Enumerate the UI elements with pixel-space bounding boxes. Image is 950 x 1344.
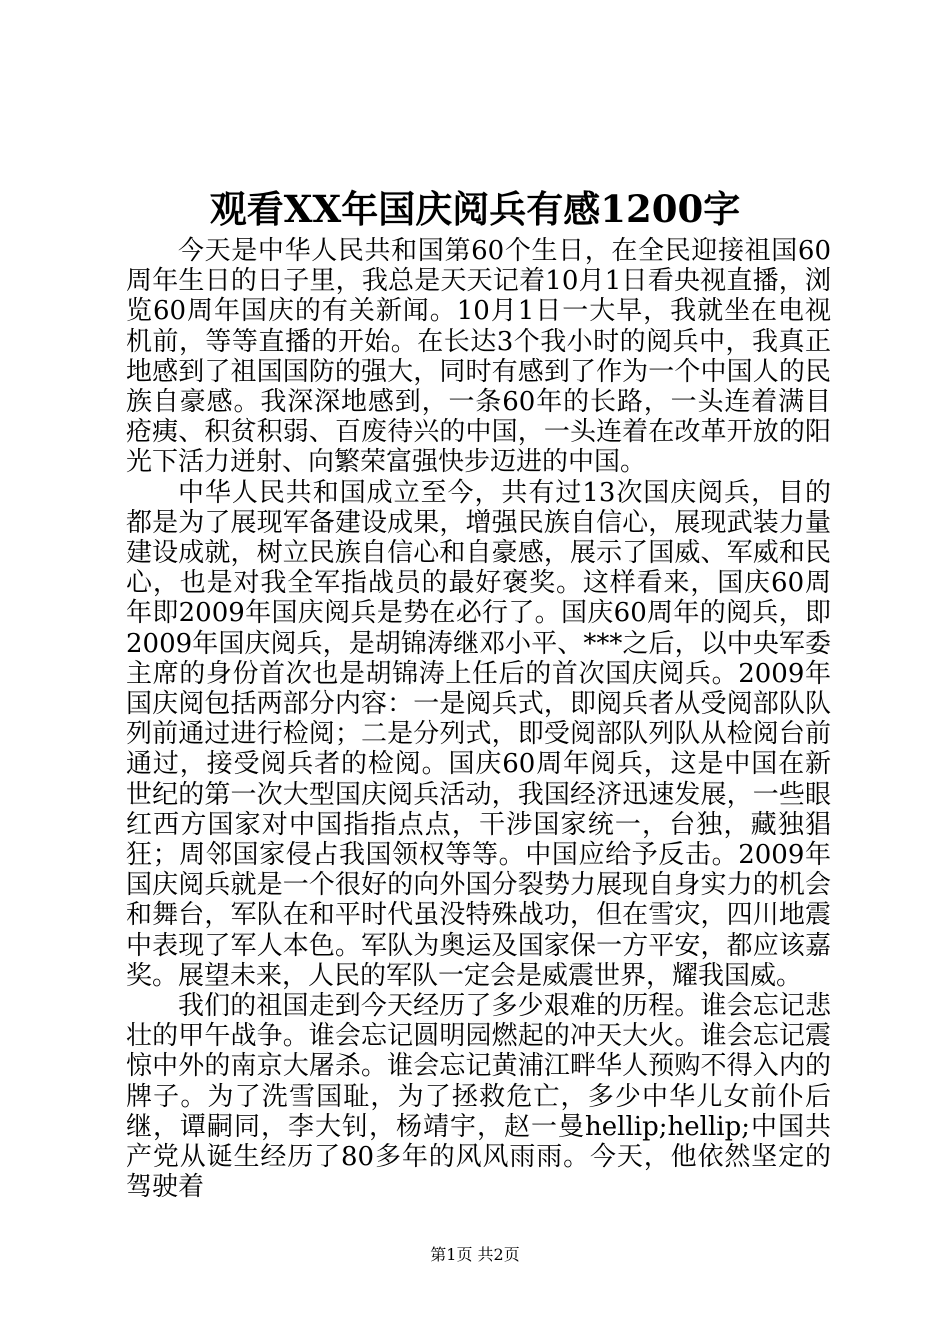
- paragraph-2: 中华人民共和国成立至今，共有过13次国庆阅兵，目的都是为了展现军备建设成果，增强民族自信心，展现武装力量建设成就，树立民族自信心和自豪感，展示了国威、军威和民心，也是对我全军指战员的最好褒奖。这样看来，国庆60周年即2009年国庆阅兵是势在必行了。国庆60周年的阅兵，即2009年国庆阅兵，是胡锦涛继邓小平、***之后，以中央军委主席的身份首次也是胡锦涛上任后的首次国庆阅兵。2009年国庆阅包括两部分内容：一是阅兵式，即阅兵者从受阅部队队列前通过进行检阅；二是分列式，即受阅部队列队从检阅台前通过，接受阅兵者的检阅。国庆60周年阅兵，这是中国在新世纪的第一次大型国庆阅兵活动，我国经济迅速发展，一些眼红西方国家对中国指指点点，干涉国家统一，台独，藏独猖狂；周邻国家侵占我国领权等等。中国应给予反击。2009年国庆阅兵就是一个很好的向外国分裂势力展现自身实力的机会和舞台，军队在和平时代虽没特殊战功，但在雪灾，四川地震中表现了军人本色。军队为奥运及国家保一方平安，都应该嘉奖。展望未来，人民的军队一定会是威震世界，耀我国威。: [126, 477, 831, 991]
- page-number-footer: 第1页 共2页: [430, 1245, 520, 1264]
- document-body: [126, 236, 831, 1203]
- page-title: 观看XX年国庆阅兵有感1200字: [209, 187, 741, 231]
- paragraph-3: 我们的祖国走到今天经历了多少艰难的历程。谁会忘记悲壮的甲午战争。谁会忘记圆明园燃起的冲天大火。谁会忘记震惊中外的南京大屠杀。谁会忘记黄浦江畔华人预购不得入内的牌子。为了洗雪国耻，为了拯救危亡，多少中华儿女前仆后继，谭嗣同，李大钊，杨靖宇，赵一曼hellip;hellip;中国共产党从诞生经历了80多年的风风雨雨。今天，他依然坚定的驾驶着: [126, 991, 831, 1203]
- paragraph-1: 今天是中华人民共和国第60个生日，在全民迎接祖国60周年生日的日子里，我总是天天记着10月1日看央视直播，浏览60周年国庆的有关新闻。10月1日一大早，我就坐在电视机前，等等直播的开始。在长达3个我小时的阅兵中，我真正地感到了祖国国防的强大，同时有感到了作为一个中国人的民族自豪感。我深深地感到，一条60年的长路，一头连着满目疮痍、积贫积弱、百废待兴的中国，一头连着在改革开放的阳光下活力迸射、向繁荣富强快步迈进的中国。: [126, 236, 831, 478]
